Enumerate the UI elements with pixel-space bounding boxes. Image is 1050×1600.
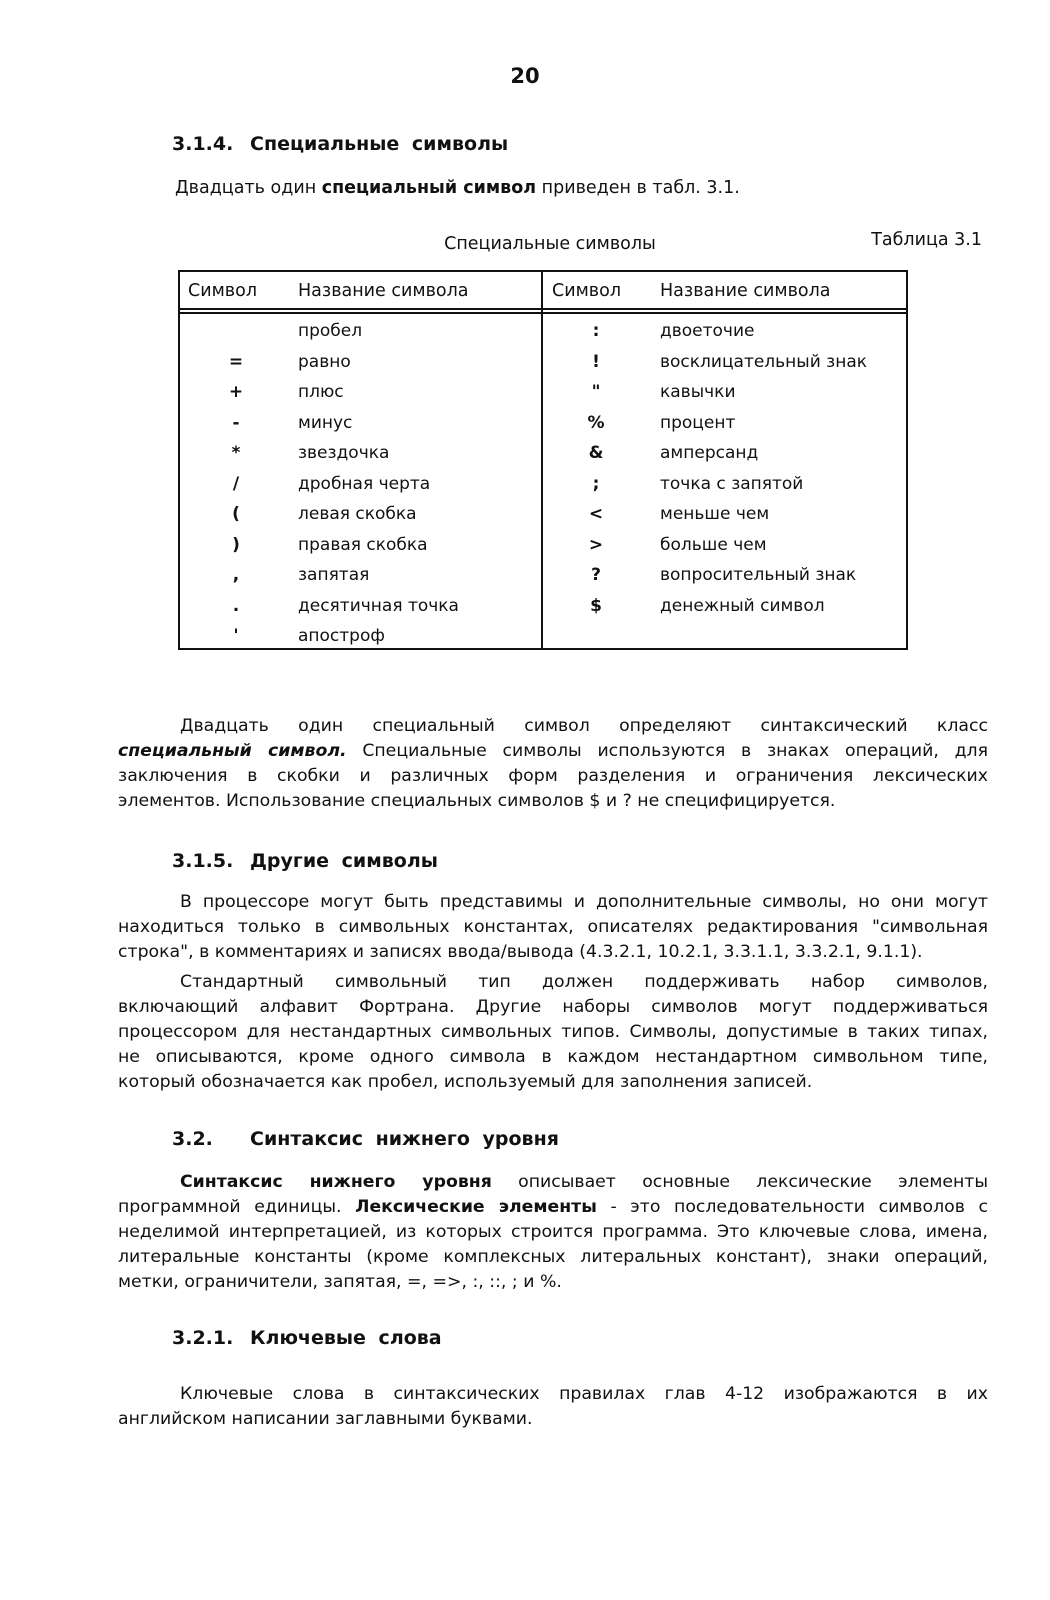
paragraph-other-symbols-1	[118, 890, 988, 965]
symbol-cell: ;	[592, 473, 600, 494]
table-row	[180, 530, 906, 561]
section-number: 3.1.4.	[172, 133, 234, 155]
text-line: заключения в скобки и различных форм разделения и ограничения лексических	[118, 766, 988, 786]
page-number: 20	[510, 64, 540, 88]
symbol-cell: &	[588, 443, 604, 463]
paragraph-low-level-syntax	[118, 1170, 988, 1295]
intro-text: Двадцать один	[175, 178, 322, 198]
text-line: В процессоре могут быть представимы и дополнительные символы, но они могут	[180, 892, 988, 912]
table-header-row	[180, 272, 906, 310]
text-line: литеральные константы (кроме комплексных литеральных констант), знаки операций,	[118, 1247, 988, 1267]
symbol-name-cell: плюс	[298, 382, 344, 402]
symbol-name-cell: вопросительный знак	[660, 565, 857, 585]
section-title: Специальные символы	[250, 133, 509, 155]
symbol-name-cell: восклицательный знак	[660, 351, 868, 372]
symbol-cell: +	[228, 382, 244, 402]
intro-text-end: приведен в табл. 3.1.	[536, 178, 740, 198]
symbol-name-cell: процент	[660, 412, 736, 433]
text-line: неделимой интерпретацией, из которых строится программа. Это ключевые слова, имена,	[118, 1222, 988, 1242]
section-number: 3.2.	[172, 1128, 213, 1150]
section-heading-3-2-1	[172, 1327, 442, 1349]
text-line: включающий алфавит Фортрана. Другие наборы символов могут поддерживаться	[118, 997, 988, 1017]
symbol-name-cell: меньше чем	[660, 504, 770, 524]
symbol-name-cell: амперсанд	[660, 443, 759, 463]
symbol-name-cell: равно	[298, 351, 351, 372]
symbol-name-cell: апостроф	[298, 626, 385, 646]
symbol-name-cell: больше чем	[660, 534, 767, 555]
section-title: Синтаксис нижнего уровня	[250, 1128, 559, 1150]
symbol-name-cell: точка с запятой	[660, 473, 804, 494]
symbol-name-cell: десятичная точка	[298, 595, 459, 616]
paragraph-keywords	[118, 1382, 988, 1432]
text-line: находиться только в символьных константах, описателях редактирования "символьная	[118, 917, 988, 937]
table-row	[180, 621, 906, 652]
symbol-name-cell: кавычки	[660, 382, 736, 402]
section-heading-3-1-4	[172, 133, 508, 155]
text-line: Ключевые слова в синтаксических правилах глав 4-12 изображаются в их	[180, 1384, 988, 1404]
header-double-rule	[180, 312, 906, 314]
symbol-cell: /	[232, 473, 240, 494]
table-row	[180, 347, 906, 378]
section-title: Другие символы	[250, 850, 438, 872]
header-name-2: Название символа	[660, 281, 831, 301]
symbol-name-cell: звездочка	[298, 443, 390, 463]
table-intro-sentence	[175, 178, 740, 198]
text-line: не описываются, кроме одного символа в каждом нестандартном символьном типе,	[118, 1047, 988, 1067]
symbol-cell: %	[587, 412, 605, 433]
symbol-cell: $	[590, 595, 602, 616]
symbol-name-cell: дробная черта	[298, 473, 431, 494]
symbol-name-cell: левая скобка	[298, 504, 417, 524]
header-symbol-1: Символ	[188, 281, 258, 301]
bold-term: Лексические элементы	[355, 1197, 597, 1217]
special-symbols-table	[178, 270, 908, 650]
header-symbol-2: Символ	[552, 281, 622, 301]
text-line: Специальные символы используются в знаках операций, для	[346, 741, 988, 761]
symbol-cell: <	[588, 504, 604, 524]
symbol-cell: =	[228, 351, 244, 372]
table-row	[180, 469, 906, 500]
symbol-cell: "	[591, 382, 601, 402]
table-row	[180, 377, 906, 408]
table-row	[180, 591, 906, 622]
paragraph-other-symbols-2	[118, 970, 988, 1095]
italic-term: специальный символ.	[118, 741, 347, 761]
symbol-cell: ,	[232, 565, 240, 585]
symbol-cell: :	[592, 321, 600, 341]
text-line: Двадцать один специальный символ определяют синтаксический класс	[180, 716, 988, 736]
symbol-cell: -	[232, 412, 240, 433]
section-heading-3-1-5	[172, 850, 438, 872]
symbol-name-cell: минус	[298, 412, 353, 433]
section-number: 3.2.1.	[172, 1327, 234, 1349]
symbol-cell: '	[233, 626, 239, 646]
symbol-cell: ?	[591, 565, 601, 585]
table-row	[180, 499, 906, 530]
section-title: Ключевые слова	[250, 1327, 442, 1349]
table-label: Таблица 3.1	[871, 230, 982, 250]
table-caption: Специальные символы	[444, 234, 656, 254]
symbol-name-cell: правая скобка	[298, 534, 428, 555]
table-row	[180, 408, 906, 439]
symbol-name-cell: денежный символ	[660, 595, 825, 616]
text-line: программной единицы.	[118, 1197, 356, 1217]
section-heading-3-2	[172, 1128, 559, 1150]
table-row	[180, 438, 906, 469]
symbol-cell: .	[232, 595, 240, 616]
text-line: - это последовательности символов с	[596, 1197, 989, 1217]
intro-bold-term: специальный символ	[321, 178, 537, 198]
header-name-1: Название символа	[298, 281, 469, 301]
text-line: описывает основные лексические элементы	[491, 1172, 988, 1192]
text-line: элементов. Использование специальных символов $ и ? не специфицируется.	[118, 791, 836, 811]
text-line: который обозначается как пробел, используемый для заполнения записей.	[118, 1072, 813, 1092]
text-line: английском написании заглавными буквами.	[118, 1409, 533, 1429]
symbol-cell: )	[232, 534, 240, 555]
text-line: строка", в комментариях и записях ввода/вывода (4.3.2.1, 10.2.1, 3.3.1.1, 3.3.2.1, 9.1.1).	[118, 942, 923, 962]
symbol-cell: *	[231, 443, 241, 463]
table-row	[180, 316, 906, 347]
text-line: процессором для нестандартных символьных типов. Символы, допустимые в таких типах,	[118, 1022, 988, 1042]
symbol-name-cell: пробел	[298, 321, 363, 341]
symbol-name-cell: запятая	[298, 565, 370, 585]
symbol-cell: !	[592, 351, 600, 372]
symbol-name-cell: двоеточие	[660, 321, 755, 341]
symbol-cell: >	[588, 534, 604, 555]
section-number: 3.1.5.	[172, 850, 234, 872]
table-body	[180, 316, 906, 652]
text-line: Стандартный символьный тип должен поддерживать набор символов,	[180, 972, 988, 992]
text-line: метки, ограничители, запятая, =, =>, :, ::, ; и %.	[118, 1272, 562, 1292]
table-row	[180, 560, 906, 591]
bold-term: Синтаксис нижнего уровня	[180, 1172, 492, 1192]
paragraph-special-symbols	[118, 714, 988, 814]
symbol-cell: (	[232, 504, 240, 524]
